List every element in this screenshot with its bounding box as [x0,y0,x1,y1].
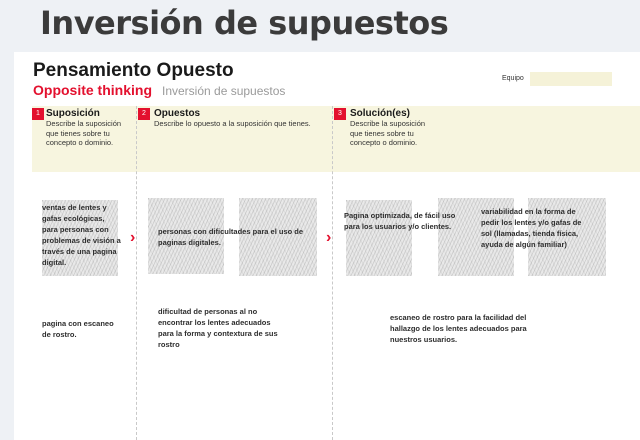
step-badge: 3 [334,108,346,120]
team-name-field[interactable] [530,72,612,86]
note-solution-1[interactable]: Pagina optimizada, de fácil uso para los usuarios y/o clientes. [344,211,456,231]
step-badge: 1 [32,108,44,120]
note-opposite-2[interactable]: dificultad de personas al no encontrar los lentes adecuados para la forma y contextura de sus rostro [158,307,278,349]
column-title: Suposición [46,108,100,119]
chevron-right-icon: › [326,229,332,246]
page-title: Inversión de supuestos [40,4,449,42]
column-description: Describe la suposición que tienes sobre tu concepto o dominio. [46,119,122,147]
note-solution-3[interactable]: escaneo de rostro para la facilidad del hallazgo de los lentes adecuados para nuestros usuarios. [390,313,527,344]
template-board [14,52,640,440]
team-label: Equipo [502,75,524,82]
step-badge: 2 [138,108,150,120]
board-subtitle: Opposite thinking [33,82,152,98]
column-divider [136,106,137,440]
column-header-solutions [334,106,640,172]
column-header-opposites [138,106,333,172]
column-title: Opuestos [154,108,201,119]
column-description: Describe lo opuesto a la suposición que tienes. [154,119,311,128]
board-subtitle-es: Inversión de supuestos [162,84,286,98]
chevron-right-icon: › [130,229,136,246]
column-divider [332,106,333,440]
header-band [32,106,640,172]
note-assumption-2[interactable]: pagina con escaneo de rostro. [42,319,114,339]
column-header-assumption [32,106,140,172]
column-title: Solución(es) [350,108,411,119]
note-opposite-1[interactable]: personas con dificultades para el uso de paginas digitales. [158,227,304,247]
column-description: Describe la suposición que tienes sobre tu concepto o dominio. [350,119,426,147]
note-assumption-1[interactable]: ventas de lentes y gafas ecológicas, para personas con problemas de visión a través de una pagina digital. [42,203,121,267]
board-title: Pensamiento Opuesto [33,60,234,81]
note-solution-2[interactable]: variabilidad en la forma de pedir los lentes y/o gafas de sol (llamadas, tienda física, ayuda de algún familiar) [481,207,582,249]
